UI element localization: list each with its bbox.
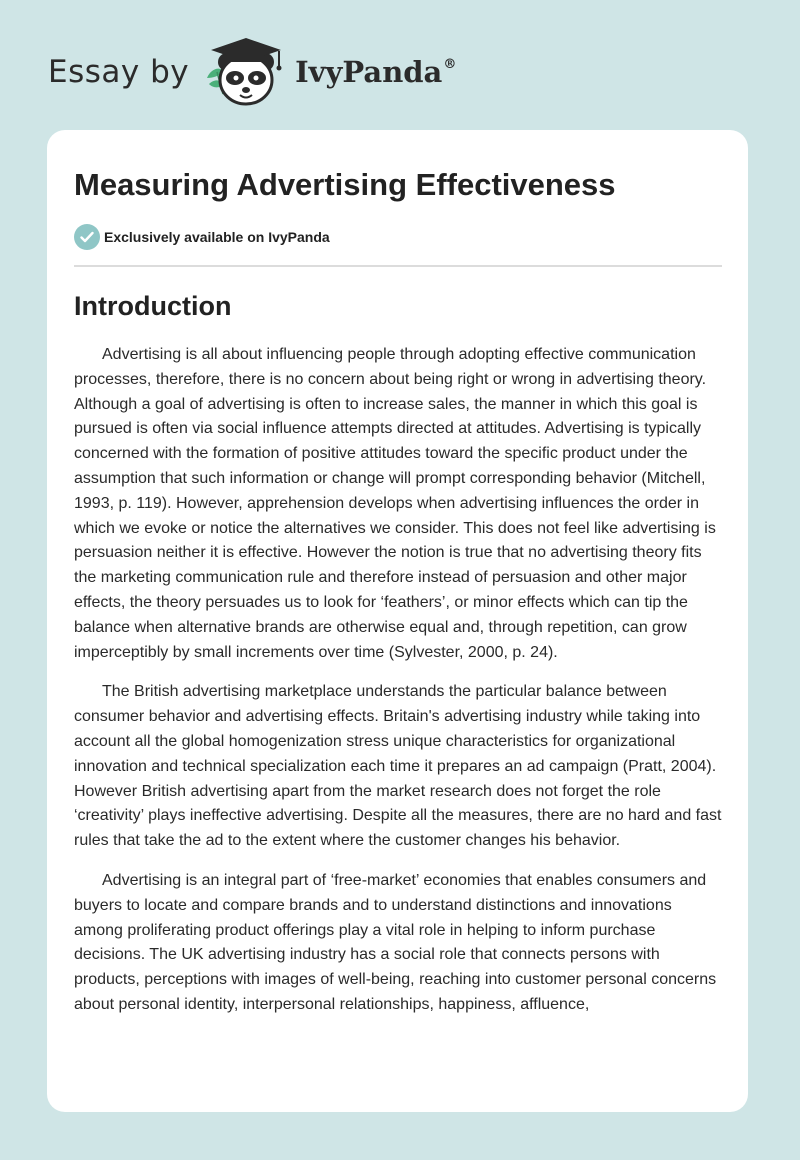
paragraph: Advertising is an integral part of ‘free-market’ economies that enables consumers and buyers to locate and compare brands and to understand distinctions and innovations among proliferating product offerings play a vital role in helping to inform purchase decisions. The UK advertising industry has a social role that connects persons with products, perceptions with images of well-being, reaching into customer personal concerns about personal identity, interpersonal relationships, happiness, affluence, (74, 871, 717, 1013)
registered-mark: ® (443, 57, 457, 72)
section-heading: Introduction (74, 291, 232, 321)
paragraph: Advertising is all about influencing people through adopting effective communication processes, therefore, there is no concern about being right or wrong in advertising theory. Although a goal of advertising is often to increase sales, the manner in which this goal is pursued is often via social influence attempts directed at attitudes. Advertising is typically concerned with the formation of positive attitudes toward the specific product under the assumption that such information or change will prompt corresponding behavior (Mitchell, 1993, p. 119). However, apprehension develops when advertising influences the order in which we evoke or notice the alternatives we consider. This does not feel like advertising is persuasion neither it is effective. However the notion is true that no advertising theory fits the marketing communication rule and therefore instead of persuasion and other major effects, the theory persuades us to look for ‘feathers’, or minor effects which can tip the balance when alternative brands are otherwise equal and, through repetition, can grow imperceptibly by small increments over time (Sylvester, 2000, p. 24). (74, 346, 716, 661)
exclusive-badge (74, 224, 722, 250)
panda-graduate-logo-icon[interactable] (203, 32, 289, 112)
brand-name[interactable]: IvyPanda® (295, 55, 457, 89)
badge-label: Exclusively available on IvyPanda (104, 229, 330, 245)
paragraph: The British advertising marketplace understands the particular balance between consumer behavior and advertising effects. Britain's advertising industry while taking into account all the global homogenization stress unique characteristics for organizational innovation and technical specialization each time it prepares an ad campaign (Pratt, 2004). However British advertising apart from the market research does not forget the role ‘creativity’ plays ineffective advertising. Despite all the measures, there are no hard and fast rules that take the ad to the extent where the customer changes his behavior. (74, 683, 722, 850)
essay-by-label: Essay by (48, 54, 190, 90)
divider (74, 265, 722, 267)
check-circle-icon (74, 224, 100, 250)
essay-card (47, 130, 748, 1112)
page-title: Measuring Advertising Effectiveness (74, 167, 616, 202)
site-header (48, 32, 456, 112)
